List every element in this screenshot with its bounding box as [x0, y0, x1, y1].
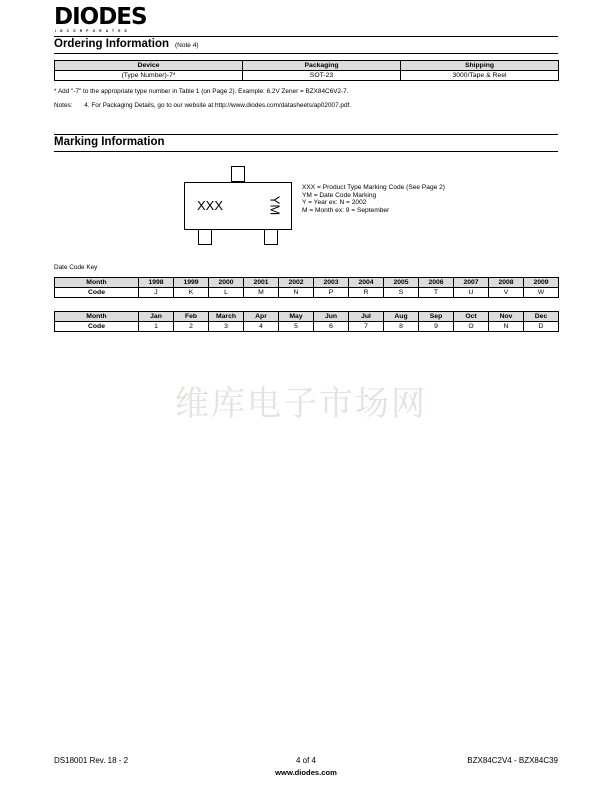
legend-line: YM = Date Code Marking	[302, 191, 377, 199]
year-cell: 2006	[419, 278, 454, 288]
month-cell: March	[209, 312, 244, 322]
ordering-col-device: Device	[55, 61, 243, 71]
month-cell: Apr	[244, 312, 279, 322]
year-code-cell: N	[279, 288, 314, 298]
ordering-footnote: * Add "-7" to the appropriate type number in Table 1 (on Page 2). Example: 6.2V Zener = BZX84C6V2-7.	[54, 88, 349, 95]
ordering-col-shipping: Shipping	[401, 61, 559, 71]
ordering-title	[54, 38, 198, 52]
ordering-title-text: Ordering Information	[54, 38, 169, 50]
month-code-cell: 9	[419, 322, 454, 332]
year-code-cell: V	[489, 288, 524, 298]
month-cell: May	[279, 312, 314, 322]
year-cell: 2009	[524, 278, 559, 288]
year-code-cell: M	[244, 288, 279, 298]
package-left-pin	[198, 229, 212, 245]
year-code-cell: P	[314, 288, 349, 298]
package-right-pin	[264, 229, 278, 245]
ordering-table	[54, 60, 559, 81]
month-code-table	[54, 311, 559, 332]
year-cell: 2003	[314, 278, 349, 288]
year-code-cell: W	[524, 288, 559, 298]
legend-line: XXX = Product Type Marking Code (See Page 2)	[302, 184, 446, 191]
ordering-cell-packaging: SOT-23	[243, 71, 401, 81]
ordering-row	[55, 71, 559, 81]
month-code-cell: 7	[349, 322, 384, 332]
month-table-header-row	[55, 312, 559, 322]
marking-rule	[54, 151, 558, 152]
marking-legend	[302, 184, 445, 214]
month-cell: Jan	[139, 312, 174, 322]
ordering-rule	[54, 53, 558, 54]
ordering-note-ref: (Note 4)	[175, 42, 199, 49]
month-code-cell: 6	[314, 322, 349, 332]
month-code-cell: 2	[174, 322, 209, 332]
header-rule	[54, 36, 558, 37]
ordering-notes	[54, 102, 351, 110]
watermark: 维库电子市场网	[175, 384, 427, 424]
month-cell: Jun	[314, 312, 349, 322]
month-code-cell: 5	[279, 322, 314, 332]
year-table-code-label: Code	[55, 288, 139, 298]
footer-doc-id: DS18001 Rev. 18 - 2	[54, 756, 129, 765]
footer-website-link[interactable]: www.diodes.com	[275, 768, 337, 777]
year-code-cell: L	[209, 288, 244, 298]
footer-page-number: 4 of 4	[295, 756, 316, 765]
logo-subtitle: INCORPORATED	[55, 29, 132, 33]
year-code-cell: R	[349, 288, 384, 298]
year-table-header-row	[55, 278, 559, 288]
month-code-cell: 3	[209, 322, 244, 332]
date-code-key-label: Date Code Key	[54, 264, 98, 271]
year-cell: 1998	[139, 278, 174, 288]
year-cell: 2001	[244, 278, 279, 288]
year-code-cell: S	[384, 288, 419, 298]
year-cell: 2002	[279, 278, 314, 288]
footer-part-range: BZX84C2V4 - BZX84C39	[467, 756, 558, 765]
package-top-pin	[231, 166, 245, 182]
note-4: 4. For Packaging Details, go to our website at http://www.diodes.com/datasheets/ap02007.pdf.	[84, 102, 352, 109]
month-code-cell: D	[524, 322, 559, 332]
month-cell: Feb	[174, 312, 209, 322]
month-table-code-label: Code	[55, 322, 139, 332]
year-code-cell: U	[454, 288, 489, 298]
month-code-cell: 4	[244, 322, 279, 332]
month-table-code-row	[55, 322, 559, 332]
diodes-logo	[54, 6, 164, 32]
legend-line: Y = Year ex: N = 2002	[302, 199, 367, 207]
month-cell: Nov	[489, 312, 524, 322]
year-table-row-label: Month	[55, 278, 139, 288]
package-marking-code: XXX	[197, 198, 224, 213]
month-cell: Sep	[419, 312, 454, 322]
year-cell: 2004	[349, 278, 384, 288]
year-code-cell: T	[419, 288, 454, 298]
month-cell: Jul	[349, 312, 384, 322]
year-code-table	[54, 277, 559, 298]
year-cell: 2005	[384, 278, 419, 288]
year-cell: 2008	[489, 278, 524, 288]
month-code-cell: 1	[139, 322, 174, 332]
ordering-cell-device: (Type Number)-7*	[55, 71, 243, 81]
notes-label: Notes:	[54, 102, 73, 109]
ordering-cell-shipping: 3000/Tape & Reel	[401, 71, 559, 81]
month-cell: Dec	[524, 312, 559, 322]
ordering-header-row	[55, 61, 559, 71]
logo-wordmark: DIODES	[54, 4, 147, 30]
year-cell: 2007	[454, 278, 489, 288]
month-code-cell: N	[489, 322, 524, 332]
month-table-row-label: Month	[55, 312, 139, 322]
month-code-cell: 8	[384, 322, 419, 332]
year-code-cell: K	[174, 288, 209, 298]
legend-line: M = Month ex: 9 = September	[302, 206, 390, 214]
ordering-col-packaging: Packaging	[243, 61, 401, 71]
marking-top-rule	[54, 134, 558, 135]
month-code-cell: O	[454, 322, 489, 332]
marking-title: Marking Information	[54, 136, 165, 148]
month-cell: Aug	[384, 312, 419, 322]
sot23-package-drawing	[184, 182, 292, 230]
year-table-code-row	[55, 288, 559, 298]
month-cell: Oct	[454, 312, 489, 322]
year-cell: 1999	[174, 278, 209, 288]
year-code-cell: J	[139, 288, 174, 298]
package-date-code: YM	[267, 195, 283, 216]
year-cell: 2000	[209, 278, 244, 288]
